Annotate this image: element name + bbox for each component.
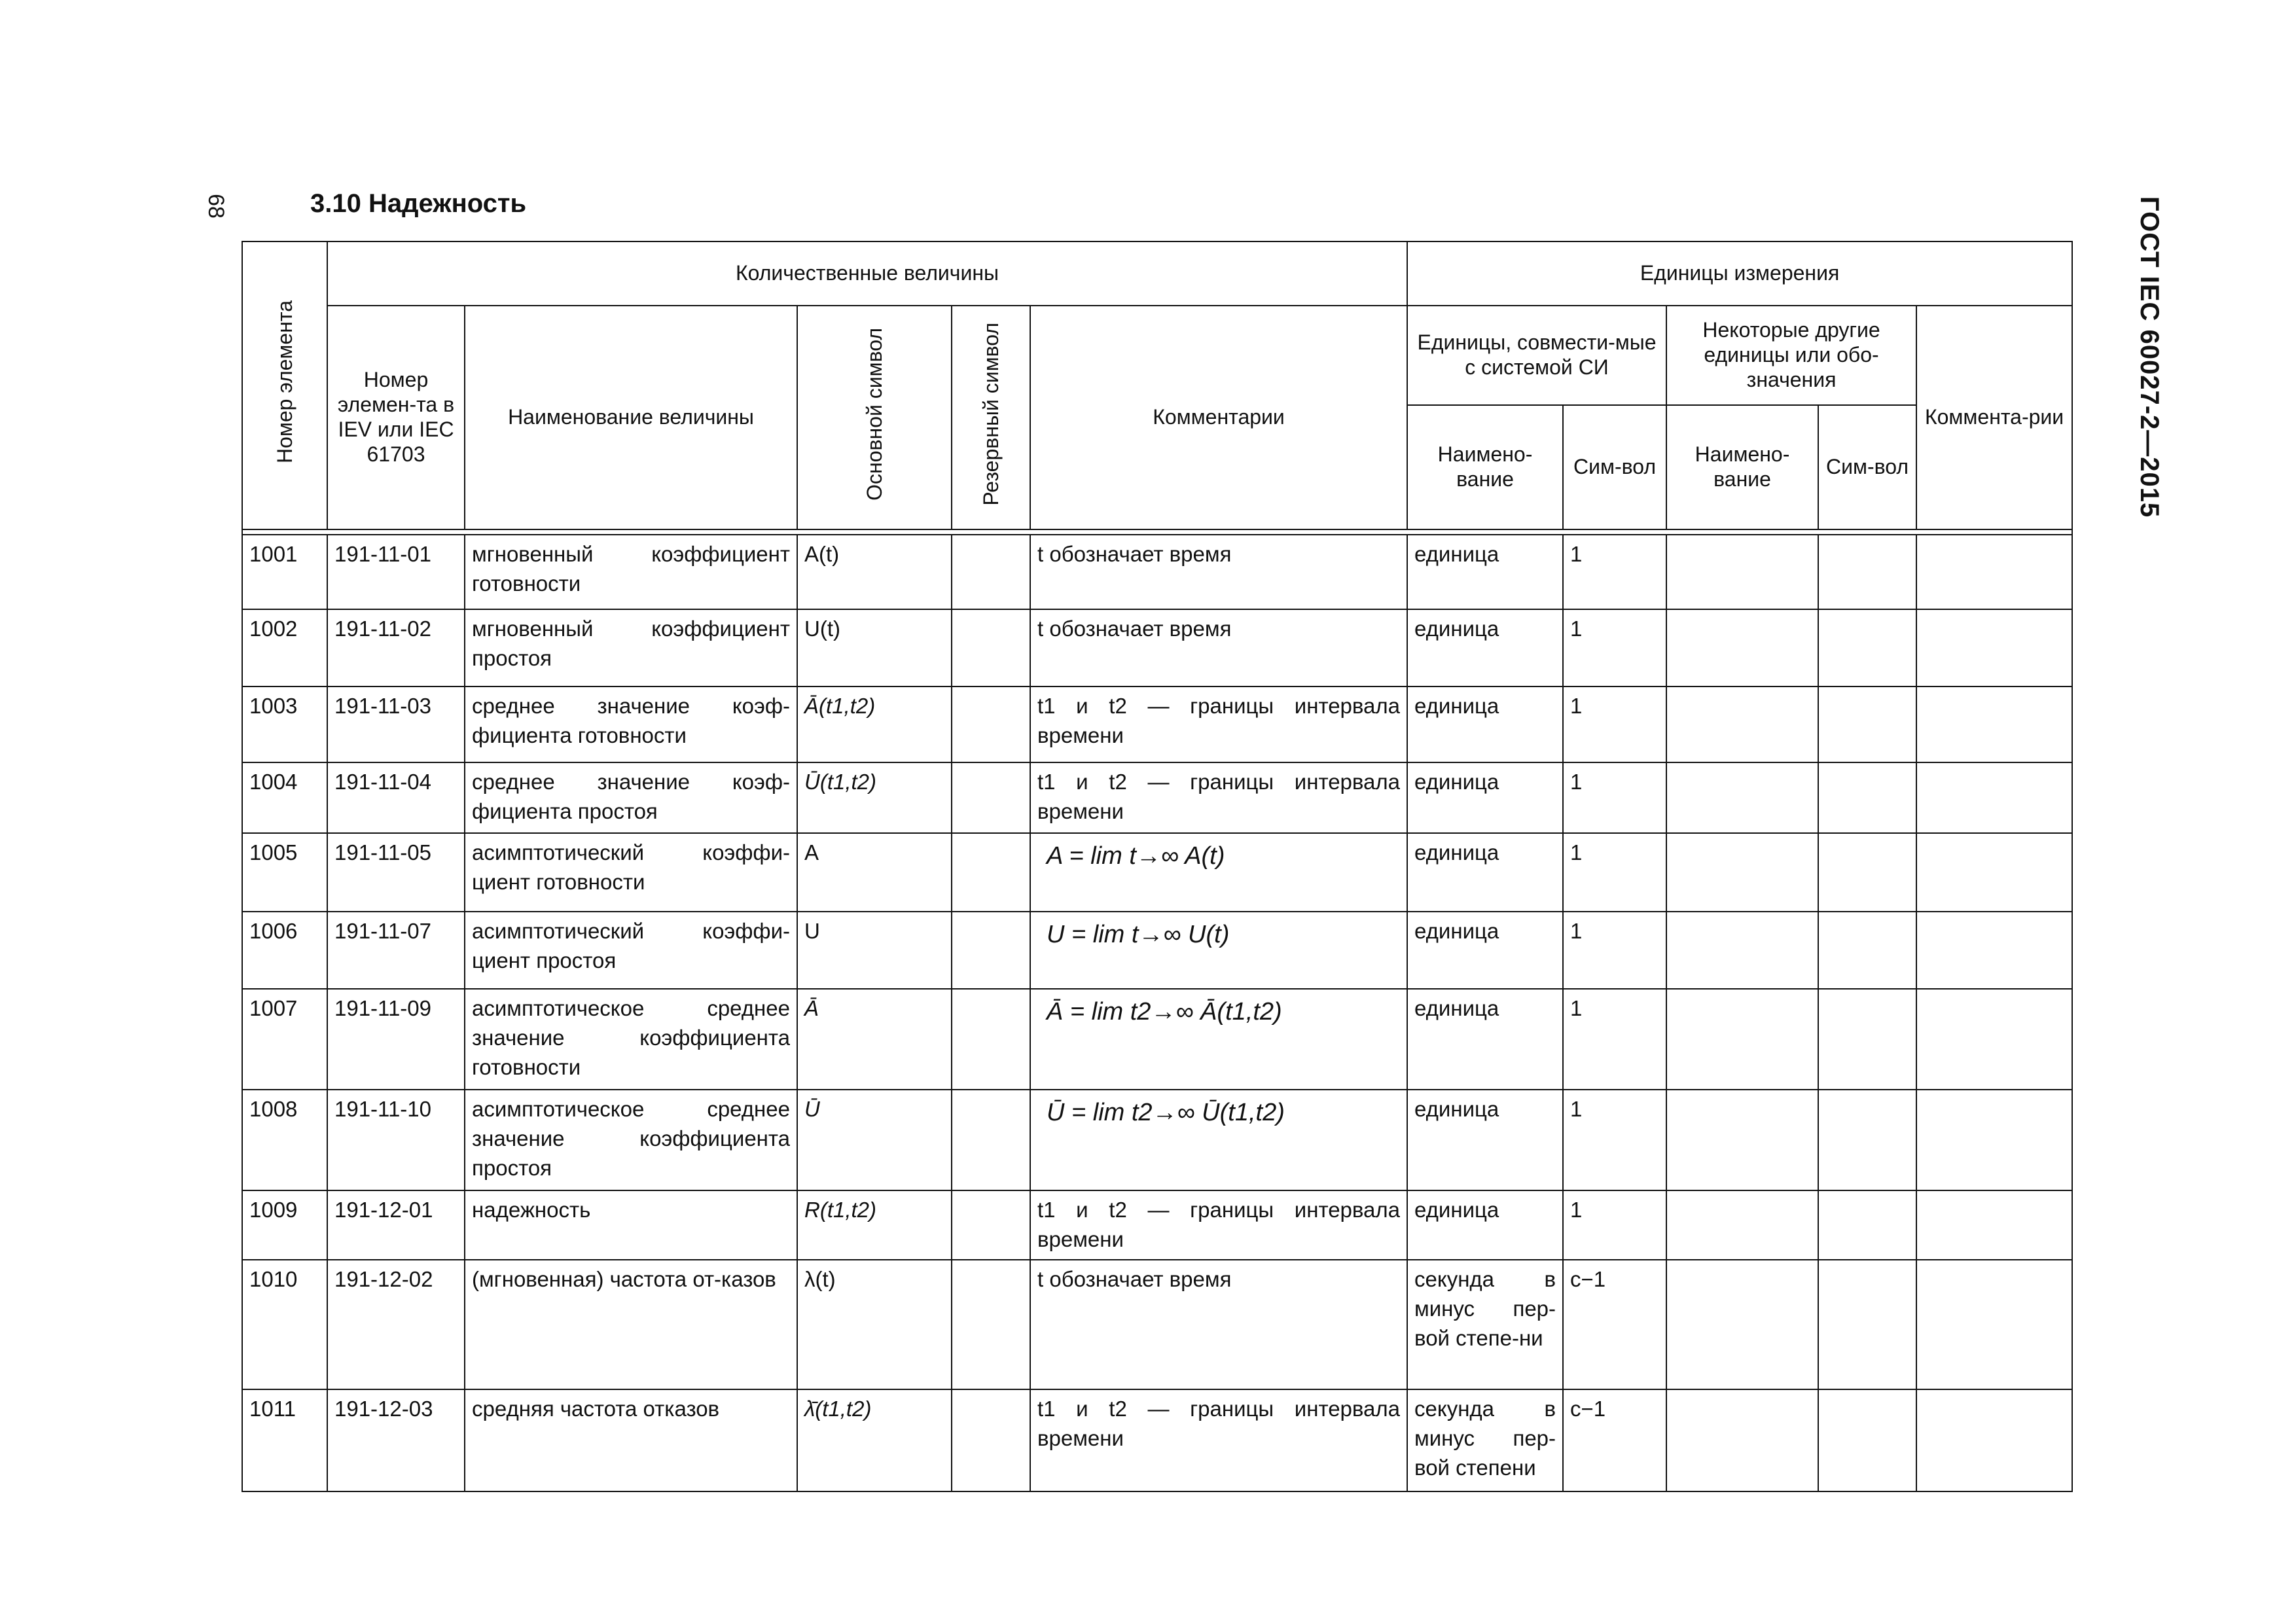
cell-si-symbol: 1	[1563, 989, 1666, 1090]
cell-si-name: единица	[1407, 989, 1563, 1090]
cell-element-number: 1002	[242, 609, 327, 687]
header-si-units: Единицы, совмести-мые с системой СИ	[1407, 306, 1666, 405]
cell-si-name: единица	[1407, 535, 1563, 609]
comment-text: t1 и t2 — границы интервала времени	[1037, 770, 1401, 823]
cell-main-symbol	[797, 912, 952, 989]
cell-unit-comment	[1916, 1090, 2072, 1190]
cell-quantity-name: мгновенный коэффициент готовности	[465, 535, 797, 609]
cell-unit-comment	[1916, 1389, 2072, 1491]
cell-quantity-name: надежность	[465, 1190, 797, 1260]
cell-comment	[1030, 1389, 1407, 1491]
cell-main-symbol	[797, 762, 952, 833]
cell-element-number: 1008	[242, 1090, 327, 1190]
cell-si-name: единица	[1407, 833, 1563, 912]
header-row-2	[242, 306, 2072, 405]
cell-other-symbol	[1818, 1090, 1916, 1190]
cell-iev-number: 191-11-10	[327, 1090, 465, 1190]
cell-iev-number: 191-11-05	[327, 833, 465, 912]
cell-element-number: 1001	[242, 535, 327, 609]
header-separator	[242, 529, 2072, 535]
cell-comment	[1030, 989, 1407, 1090]
cell-other-symbol	[1818, 762, 1916, 833]
header-si-name: Наимено-вание	[1407, 405, 1563, 529]
comment-text: t обозначает время	[1037, 616, 1232, 641]
symbol-text: U	[804, 919, 820, 943]
cell-other-symbol	[1818, 912, 1916, 989]
cell-reserve-symbol	[952, 1090, 1030, 1190]
cell-si-symbol: 1	[1563, 1090, 1666, 1190]
cell-element-number: 1011	[242, 1389, 327, 1491]
cell-other-name	[1666, 1190, 1818, 1260]
header-comments: Комментарии	[1030, 306, 1407, 529]
cell-reserve-symbol	[952, 833, 1030, 912]
cell-main-symbol	[797, 1190, 952, 1260]
header-iev-number: Номер элемен-та в IEV или IEC 61703	[327, 306, 465, 529]
cell-si-symbol: с−1	[1563, 1260, 1666, 1389]
cell-main-symbol	[797, 1260, 952, 1389]
cell-element-number: 1010	[242, 1260, 327, 1389]
cell-other-name	[1666, 1389, 1818, 1491]
cell-si-name: единица	[1407, 687, 1563, 762]
table-row	[242, 833, 2072, 912]
header-main-symbol: Основной символ	[797, 306, 952, 529]
standard-designation: ГОСТ IEC 60027-2—2015	[2135, 196, 2164, 518]
cell-other-name	[1666, 687, 1818, 762]
cell-main-symbol	[797, 535, 952, 609]
cell-other-symbol	[1818, 609, 1916, 687]
symbol-text: λ(t)	[804, 1267, 836, 1291]
cell-si-symbol: 1	[1563, 687, 1666, 762]
header-other-name: Наимено-вание	[1666, 405, 1818, 529]
header-reserve-symbol: Резервный символ	[952, 306, 1030, 529]
cell-other-name	[1666, 833, 1818, 912]
cell-quantity-name: асимптотический коэффи-циент простоя	[465, 912, 797, 989]
cell-si-name: секунда в минус пер-вой степе-ни	[1407, 1260, 1563, 1389]
cell-unit-comment	[1916, 535, 2072, 609]
cell-si-name: единица	[1407, 1190, 1563, 1260]
table-row	[242, 1090, 2072, 1190]
cell-si-name: секунда в минус пер-вой степени	[1407, 1389, 1563, 1491]
cell-comment	[1030, 912, 1407, 989]
section-title: 3.10 Надежность	[310, 189, 527, 218]
cell-reserve-symbol	[952, 989, 1030, 1090]
cell-comment	[1030, 762, 1407, 833]
cell-main-symbol	[797, 833, 952, 912]
cell-si-symbol: 1	[1563, 762, 1666, 833]
cell-main-symbol	[797, 687, 952, 762]
table-row	[242, 1389, 2072, 1491]
table-row	[242, 762, 2072, 833]
table-row	[242, 687, 2072, 762]
header-row-1	[242, 241, 2072, 306]
reliability-table	[242, 241, 2073, 1492]
cell-element-number: 1003	[242, 687, 327, 762]
cell-quantity-name: асимптотическое среднее значение коэффициента простоя	[465, 1090, 797, 1190]
cell-unit-comment	[1916, 833, 2072, 912]
table-row	[242, 989, 2072, 1090]
cell-quantity-name: среднее значение коэф-фициента простоя	[465, 762, 797, 833]
cell-comment	[1030, 1260, 1407, 1389]
header-si-symbol: Сим-вол	[1563, 405, 1666, 529]
table-row	[242, 1260, 2072, 1389]
symbol-text: λ̄(t1,t2)	[804, 1397, 872, 1421]
comment-text: t1 и t2 — границы интервала времени	[1037, 1198, 1401, 1251]
cell-reserve-symbol	[952, 687, 1030, 762]
comment-text: t обозначает время	[1037, 1267, 1232, 1291]
cell-si-symbol: 1	[1563, 609, 1666, 687]
formula: Ā = lim t2→∞ Ā(t1,t2)	[1047, 998, 1282, 1026]
cell-si-symbol: 1	[1563, 833, 1666, 912]
cell-comment	[1030, 1090, 1407, 1190]
cell-quantity-name: (мгновенная) частота от-казов	[465, 1260, 797, 1389]
cell-quantity-name: асимптотическое среднее значение коэффициента готовности	[465, 989, 797, 1090]
cell-quantity-name: среднее значение коэф-фициента готовности	[465, 687, 797, 762]
cell-si-symbol: с−1	[1563, 1389, 1666, 1491]
cell-iev-number: 191-12-03	[327, 1389, 465, 1491]
cell-main-symbol	[797, 1389, 952, 1491]
cell-reserve-symbol	[952, 609, 1030, 687]
cell-reserve-symbol	[952, 1260, 1030, 1389]
cell-reserve-symbol	[952, 762, 1030, 833]
symbol-text: Ā(t1,t2)	[804, 694, 876, 718]
formula: A = lim t→∞ A(t)	[1047, 842, 1225, 870]
symbol-text: Ū(t1,t2)	[804, 770, 877, 794]
header-units-group: Единицы измерения	[1407, 241, 2072, 306]
page-number: 68	[204, 194, 228, 219]
cell-element-number: 1007	[242, 989, 327, 1090]
formula: Ū = lim t2→∞ Ū(t1,t2)	[1047, 1099, 1285, 1126]
cell-element-number: 1006	[242, 912, 327, 989]
cell-reserve-symbol	[952, 912, 1030, 989]
cell-unit-comment	[1916, 762, 2072, 833]
cell-iev-number: 191-12-02	[327, 1260, 465, 1389]
cell-other-name	[1666, 912, 1818, 989]
cell-other-name	[1666, 1260, 1818, 1389]
cell-other-name	[1666, 762, 1818, 833]
symbol-text: R(t1,t2)	[804, 1198, 877, 1222]
cell-iev-number: 191-11-09	[327, 989, 465, 1090]
cell-other-symbol	[1818, 1190, 1916, 1260]
cell-quantity-name: асимптотический коэффи-циент готовности	[465, 833, 797, 912]
cell-element-number: 1004	[242, 762, 327, 833]
cell-element-number: 1005	[242, 833, 327, 912]
cell-quantity-name: мгновенный коэффициент простоя	[465, 609, 797, 687]
cell-other-symbol	[1818, 1389, 1916, 1491]
cell-other-symbol	[1818, 989, 1916, 1090]
cell-main-symbol	[797, 1090, 952, 1190]
header-other-symbol: Сим-вол	[1818, 405, 1916, 529]
header-element-number: Номер элемента	[242, 241, 327, 529]
cell-si-name: единица	[1407, 762, 1563, 833]
cell-iev-number: 191-11-04	[327, 762, 465, 833]
cell-comment	[1030, 687, 1407, 762]
cell-reserve-symbol	[952, 535, 1030, 609]
cell-main-symbol	[797, 609, 952, 687]
cell-reserve-symbol	[952, 1190, 1030, 1260]
formula: U = lim t→∞ U(t)	[1047, 921, 1230, 948]
comment-text: t1 и t2 — границы интервала времени	[1037, 1397, 1401, 1450]
cell-iev-number: 191-11-02	[327, 609, 465, 687]
cell-si-symbol: 1	[1563, 1190, 1666, 1260]
cell-comment	[1030, 833, 1407, 912]
table-row	[242, 535, 2072, 609]
cell-other-name	[1666, 609, 1818, 687]
comment-text: t1 и t2 — границы интервала времени	[1037, 694, 1401, 747]
cell-iev-number: 191-11-03	[327, 687, 465, 762]
cell-other-symbol	[1818, 1260, 1916, 1389]
header-other-units: Некоторые другие единицы или обо-значения	[1666, 306, 1916, 405]
cell-other-name	[1666, 989, 1818, 1090]
table-row	[242, 912, 2072, 989]
symbol-text: A(t)	[804, 542, 840, 566]
cell-reserve-symbol	[952, 1389, 1030, 1491]
cell-other-name	[1666, 535, 1818, 609]
cell-other-symbol	[1818, 687, 1916, 762]
table-row	[242, 1190, 2072, 1260]
cell-si-name: единица	[1407, 1090, 1563, 1190]
cell-main-symbol	[797, 989, 952, 1090]
table-row	[242, 609, 2072, 687]
cell-iev-number: 191-11-07	[327, 912, 465, 989]
cell-si-symbol: 1	[1563, 912, 1666, 989]
symbol-text: Ū	[804, 1097, 820, 1121]
symbol-text: U(t)	[804, 616, 840, 641]
cell-si-name: единица	[1407, 912, 1563, 989]
cell-unit-comment	[1916, 1190, 2072, 1260]
cell-comment	[1030, 1190, 1407, 1260]
cell-si-symbol: 1	[1563, 535, 1666, 609]
cell-other-symbol	[1818, 535, 1916, 609]
header-quantity-name: Наименование величины	[465, 306, 797, 529]
cell-comment	[1030, 535, 1407, 609]
header-quantities-group: Количественные величины	[327, 241, 1407, 306]
cell-quantity-name: средняя частота отказов	[465, 1389, 797, 1491]
cell-si-name: единица	[1407, 609, 1563, 687]
cell-iev-number: 191-12-01	[327, 1190, 465, 1260]
cell-other-name	[1666, 1090, 1818, 1190]
symbol-text: A	[804, 840, 819, 865]
header-unit-comments: Коммента-рии	[1916, 306, 2072, 529]
symbol-text: Ā	[804, 996, 819, 1020]
cell-iev-number: 191-11-01	[327, 535, 465, 609]
comment-text: t обозначает время	[1037, 542, 1232, 566]
cell-other-symbol	[1818, 833, 1916, 912]
cell-unit-comment	[1916, 989, 2072, 1090]
cell-unit-comment	[1916, 687, 2072, 762]
cell-comment	[1030, 609, 1407, 687]
cell-unit-comment	[1916, 609, 2072, 687]
cell-unit-comment	[1916, 1260, 2072, 1389]
cell-element-number: 1009	[242, 1190, 327, 1260]
cell-unit-comment	[1916, 912, 2072, 989]
